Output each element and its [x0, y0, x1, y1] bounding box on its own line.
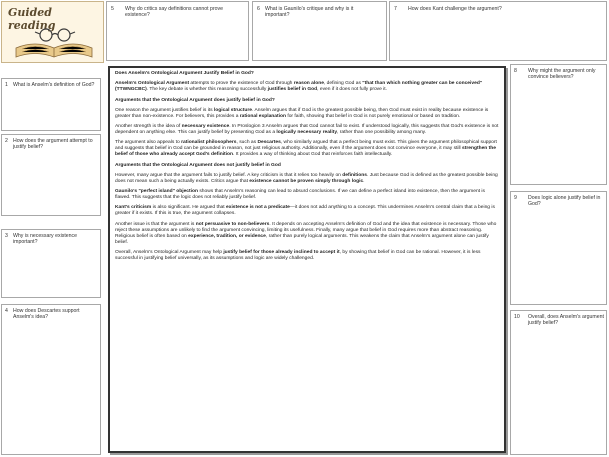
text-run: , rather than purely logical arguments. This weakens the claim that Anselm's argument alone can justify belief.	[115, 233, 489, 245]
bold-phrase: definitions	[342, 172, 367, 178]
question-number: 9	[514, 195, 517, 201]
question-number: 8	[514, 68, 517, 74]
question-number: 5	[111, 6, 114, 12]
bold-phrase: justifies belief in God	[267, 87, 318, 93]
question-box-6[interactable]	[252, 1, 387, 61]
bold-phrase: necessary existence	[181, 124, 230, 130]
paragraph-conclusion	[115, 250, 501, 262]
bold-phrase: existence cannot be proven simply through logic	[249, 178, 364, 184]
paragraph-definitions	[115, 173, 501, 185]
paragraph-gaunilo	[115, 189, 501, 201]
text-run: shows that Anselm's reasoning can lead to absurd conclusions. If we can define a perfect island into existence, then the argument is flawed. This suggests that the logic does not reliably justify belief.	[115, 189, 485, 201]
question-text: Why is necessary existence important?	[13, 233, 78, 246]
question-number: 1	[5, 82, 8, 88]
bold-phrase: not persuasive to non-believers	[195, 221, 270, 227]
paragraph-necessary-existence	[115, 124, 501, 136]
question-text: Why might the argument only convince believers?	[528, 68, 596, 81]
text-run: —it does not add anything to a concept. This undermines Anselm's central claim that a being is greater if it exists. If this is true, the argument collapses.	[115, 205, 495, 217]
text-run: Another issue is that the argument is	[115, 221, 196, 227]
article-title: Does Anselm's Ontological Argument Justify Belief in God?	[115, 71, 254, 76]
question-box-10[interactable]	[510, 310, 607, 455]
bold-phrase: existence is not a predicate	[226, 205, 290, 211]
reading-text-panel	[108, 66, 506, 453]
question-box-2[interactable]	[1, 134, 101, 216]
bold-phrase: experience, tradition, or evidence	[188, 233, 266, 239]
text-run: . The key debate is whether this reasoning successfully	[146, 87, 268, 93]
text-run: , even if it does not fully prove it.	[317, 87, 388, 93]
question-box-4[interactable]	[1, 304, 101, 455]
question-text: Does logic alone justify belief in God?	[528, 195, 601, 208]
section-heading-for: Arguments that the Ontological Argument does justify belief in God?	[115, 97, 275, 103]
paragraph-logical-structure	[115, 108, 501, 120]
bold-phrase: Kant's criticism	[115, 205, 152, 211]
question-box-5[interactable]	[106, 1, 249, 61]
text-run: attempts to prove the existence of God through	[189, 81, 294, 87]
question-box-9[interactable]	[510, 191, 607, 305]
bold-phrase: "that than which nothing greater can be conceived" (TTWNGCBC)	[115, 81, 483, 93]
text-run: . It depends on accepting Anselm's definition of God and the idea that existence is necessary. Those who reject these assumptions are unlikely to find the argument convincing, limiting its usefulness. Finally, many argue that belief in God requires more than abstract reasoning. Religious belief is often based on	[115, 221, 497, 239]
question-box-7[interactable]	[389, 1, 607, 61]
question-text: How does the argument attempt to justify belief?	[13, 138, 93, 151]
question-text: What is Anselm's definition of God?	[13, 82, 95, 88]
question-box-8[interactable]	[510, 64, 607, 185]
paragraph-non-believers	[115, 222, 501, 246]
text-run: Another strength is the idea of	[115, 124, 182, 130]
paragraph-intro	[115, 81, 501, 93]
text-run: . It provides a way of thinking about God that reinforces faith intellectually.	[233, 152, 393, 158]
text-run: , who similarly argued that a perfect being must exist. This gives the argument philosophical support and suggests that belief in God can be grounded in reason, not just religious authority. Additionally, even if the argument does not convince everyone, it may still	[115, 140, 497, 152]
text-run: . Anselm argues that if God is the greatest possible being, then God must exist in reality because existence is greater than non-existence. For believers, this provides a	[115, 107, 489, 119]
text-run: for faith, showing that belief in God is not purely emotional or based on tradition.	[285, 113, 461, 119]
logo-title: Guided reading	[8, 6, 56, 32]
question-text: What is Gaunilo's critique and why is it important?	[265, 6, 354, 19]
section-heading-against: Arguments that the Ontological Argument does not justify belief in God	[115, 162, 281, 168]
question-number: 6	[257, 6, 260, 12]
text-run: , by showing that belief in God can be rational. However, it is less successful in justifying belief universally, as its assumptions and logic are widely challenged.	[115, 250, 481, 262]
paragraph-rationalists	[115, 140, 501, 158]
text-run: , rather than one possibility among many.	[337, 130, 427, 136]
bold-phrase: reason alone	[293, 81, 324, 87]
text-run: , defining God as	[323, 81, 363, 87]
text-run: is also significant. He argued that	[151, 205, 226, 211]
guided-reading-logo	[1, 1, 104, 63]
question-box-3[interactable]	[1, 229, 101, 298]
text-run: . In Proslogion 3 Anselm argues that God cannot fail to exist. If understood logically, this suggests that God's existence is not dependent on anything else. This can justify belief by presenting God as a	[115, 124, 499, 136]
question-number: 7	[394, 6, 397, 12]
text-run: , such as	[236, 140, 258, 146]
bold-phrase: rationalist philosophers	[181, 140, 237, 146]
paragraph-kant	[115, 205, 501, 217]
question-box-1[interactable]	[1, 78, 101, 131]
bold-phrase: justify belief for those already inclined to accept it	[223, 250, 340, 256]
book-glasses-icon	[2, 2, 104, 63]
bold-phrase: strengthen the belief of those who already accept God's definition	[115, 146, 496, 158]
question-text: How does Kant challenge the argument?	[408, 6, 502, 12]
text-run: However, many argue that the argument fails to justify belief. A key criticism is that it relies too heavily on	[115, 172, 343, 178]
bold-phrase: Descartes	[257, 140, 281, 146]
bold-phrase: Anselm's Ontological Argument	[115, 81, 190, 87]
question-number: 3	[5, 233, 8, 239]
bold-phrase: logically necessary reality	[276, 130, 338, 136]
question-number: 10	[514, 314, 520, 320]
text-run: Overall, Anselm's Ontological Argument may help	[115, 250, 224, 256]
question-text: Overall, does Anselm's argument justify belief?	[528, 314, 604, 327]
text-run: . Just because God is defined as the greatest possible being does not mean such a being actually exists. Critics argue that	[115, 172, 498, 184]
bold-phrase: Gaunilo's "perfect island" objection	[115, 189, 198, 195]
question-number: 4	[5, 308, 8, 314]
question-text: How does Descartes support Anselm's idea?	[13, 308, 80, 321]
text-run: .	[363, 178, 365, 184]
question-text: Why do critics say definitions cannot prove existence?	[125, 6, 224, 19]
text-run: The argument also appeals to	[115, 140, 182, 146]
bold-phrase: rational explanation	[239, 113, 286, 119]
text-run: One reason the argument justifies belief is its	[115, 107, 214, 113]
bold-phrase: logical structure	[213, 107, 253, 113]
question-number: 2	[5, 138, 8, 144]
